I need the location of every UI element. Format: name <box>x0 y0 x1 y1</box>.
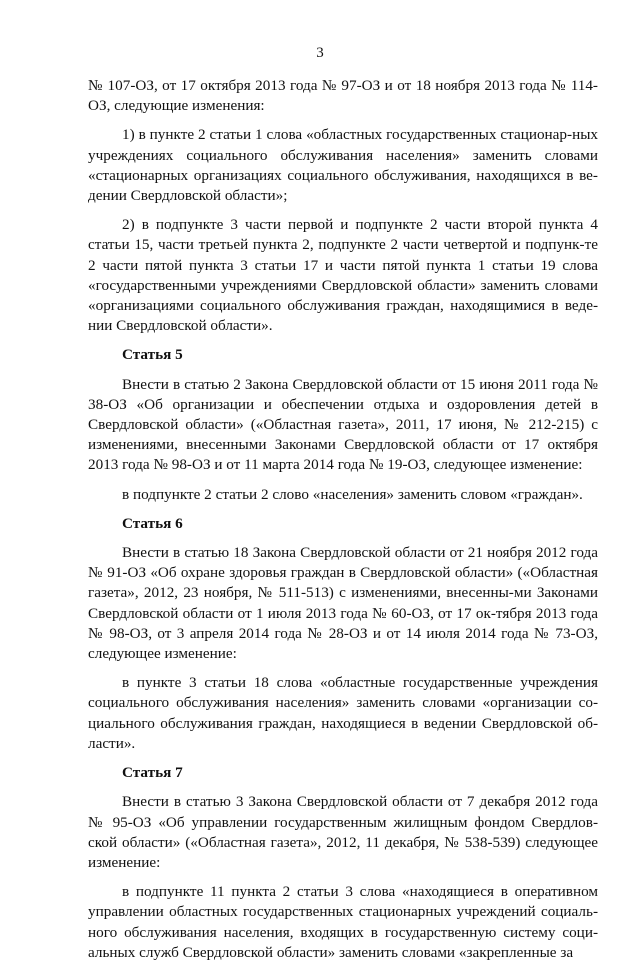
paragraph-item-2: 2) в подпункте 3 части первой и подпункте 2 части второй пункта 4 статьи 15, части третьей пункта 2, подпункте 2 части четвертой и подпунк-те 2 части пятой пункта 3 статьи 17 и части пятой пункта 1 статьи 19 слова «государственными учреждениями Свердловской области» заменить словами «организациями социального обслуживания граждан, находящимися в веде-нии Свердловской области». <box>88 216 598 335</box>
article-7-change: в подпункте 11 пункта 2 статьи 3 слова «находящиеся в оперативном управлении областных государственных стационарных учреждений социаль-ного обслуживания населения, входящих в государственную систему соци-альных служб Свердловской области» заменить словами «закрепленные за <box>88 883 598 961</box>
article-7-paragraph: Внести в статью 3 Закона Свердловской области от 7 декабря 2012 года № 95-ОЗ «Об управлении государственным жилищным фондом Свердлов-ской области» («Областная газета», 2012, 11 декабря, № 538-539) следующее изменение: <box>88 793 598 871</box>
article-5-paragraph: Внести в статью 2 Закона Свердловской области от 15 июня 2011 года № 38-ОЗ «Об организации и обеспечении отдыха и оздоровления детей в Свердловской области» («Областная газета», 2011, 17 июня, № 212-215) с изменениями, внесенными Законами Свердловской области от 17 октября 2013 года № 98-ОЗ и от 11 марта 2014 года № 19-ОЗ, следующее изменение: <box>88 375 598 474</box>
paragraph-item-1: 1) в пункте 2 статьи 1 слова «областных государственных стационар-ных учреждениях социального обслуживания населения» заменить словами «стационарных организациях социального обслуживания, находящихся в ве-дении Свердловской области»; <box>88 126 598 205</box>
article-6-paragraph: Внести в статью 18 Закона Свердловской области от 21 ноября 2012 года № 91-ОЗ «Об охране здоровья граждан в Свердловской области» («Областная газета», 2012, 23 ноября, № 511-513) с изменениями, внесенны-ми Законами Свердловской области от 1 июля 2013 года № 60-ОЗ, от 17 ок-тября 2013 года № 98-ОЗ, от 3 апреля 2014 года № 28-ОЗ и от 14 июля 2014 года № 73-ОЗ, следующее изменение: <box>88 544 598 663</box>
paragraph-continuation: № 107-ОЗ, от 17 октября 2013 года № 97-ОЗ и от 18 ноября 2013 года № 114-ОЗ, следующие изменения: <box>88 77 598 115</box>
page-number: 3 <box>316 45 324 61</box>
article-7-heading: Статья 7 <box>122 764 183 782</box>
article-5-change: в подпункте 2 статьи 2 слово «населения» заменить словом «граждан». <box>122 485 583 503</box>
article-5-heading: Статья 5 <box>122 346 183 364</box>
article-6-heading: Статья 6 <box>122 514 183 532</box>
article-6-change: в пункте 3 статьи 18 слова «областные государственные учреждения социального обслуживания населения» заменить словами «организации со-циального обслуживания граждан, находящиеся в ведении Свердловской об-ласти». <box>88 674 598 752</box>
document-body <box>88 76 598 972</box>
